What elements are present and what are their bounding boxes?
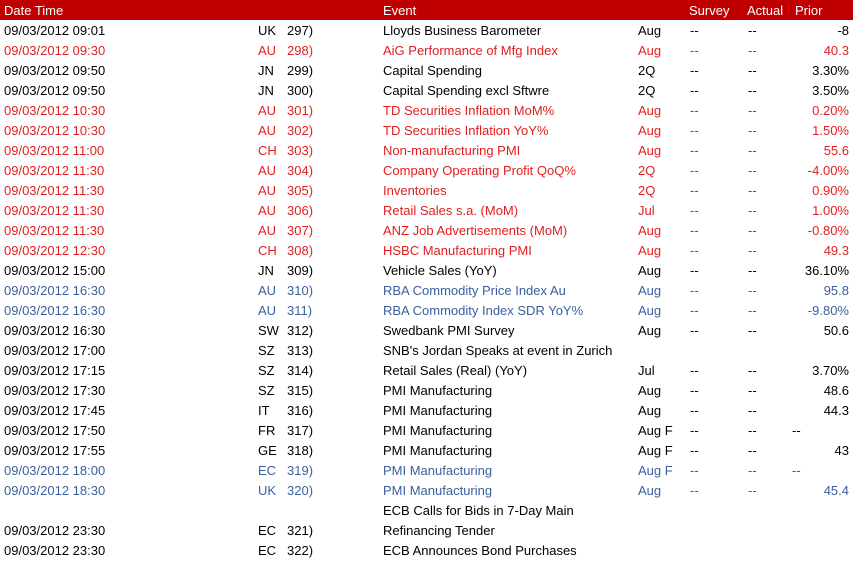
period-cell: Aug xyxy=(638,383,662,398)
actual-cell: -- xyxy=(748,483,757,498)
header-event: Event xyxy=(383,3,417,18)
prior-cell: 1.00% xyxy=(812,203,849,218)
date-time-cell: 09/03/2012 12:30 xyxy=(4,243,106,258)
event-name-cell: PMI Manufacturing xyxy=(383,443,493,458)
survey-cell: -- xyxy=(690,443,699,458)
prior-cell: -- xyxy=(792,423,801,438)
country-cell: AU xyxy=(258,223,277,238)
date-time-cell: 09/03/2012 09:50 xyxy=(4,83,106,98)
country-cell: UK xyxy=(258,23,277,38)
period-cell: 2Q xyxy=(638,83,656,98)
prior-cell: -0.80% xyxy=(807,223,849,238)
date-time-cell: 09/03/2012 17:15 xyxy=(4,363,106,378)
actual-cell: -- xyxy=(748,103,757,118)
prior-cell: 45.4 xyxy=(823,483,849,498)
table-row[interactable] xyxy=(0,300,853,320)
period-cell: Aug F xyxy=(638,463,673,478)
country-cell: EC xyxy=(258,463,277,478)
country-cell: AU xyxy=(258,123,277,138)
date-time-cell: 09/03/2012 16:30 xyxy=(4,323,106,338)
table-row[interactable] xyxy=(0,100,853,120)
table-row[interactable] xyxy=(0,320,853,340)
survey-cell: -- xyxy=(690,163,699,178)
table-row[interactable] xyxy=(0,480,853,500)
ticker-number-cell: 310) xyxy=(287,283,314,298)
survey-cell: -- xyxy=(690,143,699,158)
table-row[interactable] xyxy=(0,20,853,40)
period-cell: 2Q xyxy=(638,63,656,78)
date-time-cell: 09/03/2012 11:00 xyxy=(4,143,105,158)
prior-cell: 3.70% xyxy=(812,363,849,378)
actual-cell: -- xyxy=(748,223,757,238)
actual-cell: -- xyxy=(748,83,757,98)
event-name-cell: Capital Spending excl Sftwre xyxy=(383,83,550,98)
table-row[interactable] xyxy=(0,220,853,240)
date-time-cell: 09/03/2012 11:30 xyxy=(4,163,105,178)
event-name-cell: SNB's Jordan Speaks at event in Zurich xyxy=(383,343,613,358)
actual-cell: -- xyxy=(748,283,757,298)
date-time-cell: 09/03/2012 10:30 xyxy=(4,123,106,138)
actual-cell: -- xyxy=(748,63,757,78)
actual-cell: -- xyxy=(748,403,757,418)
actual-cell: -- xyxy=(748,363,757,378)
country-cell: SZ xyxy=(258,363,275,378)
ticker-number-cell: 299) xyxy=(287,63,314,78)
header-date-time: Date Time xyxy=(4,3,64,18)
date-time-cell: 09/03/2012 23:30 xyxy=(4,523,106,538)
prior-cell: -- xyxy=(792,463,801,478)
prior-cell: 1.50% xyxy=(812,123,849,138)
country-cell: SW xyxy=(258,323,279,338)
prior-cell: 95.8 xyxy=(823,283,849,298)
period-cell: Aug xyxy=(638,303,662,318)
prior-cell: 0.20% xyxy=(812,103,849,118)
event-name-cell: Non-manufacturing PMI xyxy=(383,143,521,158)
period-cell: Aug xyxy=(638,283,662,298)
event-name-cell: TD Securities Inflation YoY% xyxy=(383,123,549,138)
event-name-cell: Lloyds Business Barometer xyxy=(383,23,542,38)
period-cell: 2Q xyxy=(638,163,656,178)
survey-cell: -- xyxy=(690,483,699,498)
period-cell: Aug xyxy=(638,223,662,238)
actual-cell: -- xyxy=(748,203,757,218)
table-header xyxy=(0,0,853,20)
table-row[interactable] xyxy=(0,160,853,180)
table-row[interactable] xyxy=(0,80,853,100)
prior-cell: -4.00% xyxy=(807,163,849,178)
table-row[interactable] xyxy=(0,400,853,420)
prior-cell: -9.80% xyxy=(807,303,849,318)
country-cell: GE xyxy=(258,443,277,458)
date-time-cell: 09/03/2012 17:55 xyxy=(4,443,106,458)
country-cell: EC xyxy=(258,523,277,538)
actual-cell: -- xyxy=(748,143,757,158)
table-row[interactable] xyxy=(0,240,853,260)
period-cell: Jul xyxy=(638,203,655,218)
actual-cell: -- xyxy=(748,123,757,138)
date-time-cell: 09/03/2012 23:30 xyxy=(4,543,106,558)
prior-cell: 0.90% xyxy=(812,183,849,198)
ticker-number-cell: 305) xyxy=(287,183,314,198)
survey-cell: -- xyxy=(690,243,699,258)
event-name-cell: ANZ Job Advertisements (MoM) xyxy=(383,223,568,238)
ticker-number-cell: 300) xyxy=(287,83,314,98)
table-row[interactable] xyxy=(0,540,853,560)
prior-cell: 3.30% xyxy=(812,63,849,78)
period-cell: Jul xyxy=(638,363,655,378)
prior-cell: 48.6 xyxy=(823,383,849,398)
country-cell: SZ xyxy=(258,383,275,398)
period-cell: 2Q xyxy=(638,183,656,198)
date-time-cell: 09/03/2012 15:00 xyxy=(4,263,106,278)
event-name-cell: PMI Manufacturing xyxy=(383,403,493,418)
actual-cell: -- xyxy=(748,303,757,318)
ticker-number-cell: 319) xyxy=(287,463,314,478)
survey-cell: -- xyxy=(690,323,699,338)
date-time-cell: 09/03/2012 17:50 xyxy=(4,423,106,438)
actual-cell: -- xyxy=(748,383,757,398)
prior-cell: 50.6 xyxy=(823,323,849,338)
country-cell: AU xyxy=(258,183,277,198)
ticker-number-cell: 314) xyxy=(287,363,314,378)
country-cell: AU xyxy=(258,43,277,58)
event-name-cell: ECB Announces Bond Purchases xyxy=(383,543,577,558)
period-cell: Aug xyxy=(638,103,662,118)
date-time-cell: 09/03/2012 09:01 xyxy=(4,23,106,38)
survey-cell: -- xyxy=(690,423,699,438)
survey-cell: -- xyxy=(690,123,699,138)
header-survey: Survey xyxy=(689,3,730,18)
table-row[interactable] xyxy=(0,260,853,280)
ticker-number-cell: 302) xyxy=(287,123,314,138)
event-name-cell: TD Securities Inflation MoM% xyxy=(383,103,555,118)
country-cell: JN xyxy=(258,63,274,78)
ticker-number-cell: 304) xyxy=(287,163,314,178)
ticker-number-cell: 306) xyxy=(287,203,314,218)
country-cell: JN xyxy=(258,263,274,278)
event-name-cell: HSBC Manufacturing PMI xyxy=(383,243,532,258)
event-name-cell: PMI Manufacturing xyxy=(383,383,493,398)
ticker-number-cell: 320) xyxy=(287,483,314,498)
header-actual: Actual xyxy=(747,3,784,18)
actual-cell: -- xyxy=(748,43,757,58)
actual-cell: -- xyxy=(748,163,757,178)
event-name-cell: Capital Spending xyxy=(383,63,483,78)
table-row[interactable] xyxy=(0,360,853,380)
period-cell: Aug xyxy=(638,403,662,418)
country-cell: CH xyxy=(258,243,277,258)
survey-cell: -- xyxy=(690,363,699,378)
period-cell: Aug xyxy=(638,483,662,498)
ticker-number-cell: 309) xyxy=(287,263,314,278)
table-row[interactable] xyxy=(0,280,853,300)
date-time-cell: 09/03/2012 11:30 xyxy=(4,203,105,218)
table-row[interactable] xyxy=(0,420,853,440)
table-row[interactable] xyxy=(0,380,853,400)
actual-cell: -- xyxy=(748,443,757,458)
prior-cell: 36.10% xyxy=(804,263,849,278)
actual-cell: -- xyxy=(748,23,757,38)
prior-cell: -8 xyxy=(837,23,849,38)
survey-cell: -- xyxy=(690,103,699,118)
table-row[interactable] xyxy=(0,40,853,60)
date-time-cell: 09/03/2012 09:30 xyxy=(4,43,106,58)
country-cell: UK xyxy=(258,483,277,498)
survey-cell: -- xyxy=(690,183,699,198)
survey-cell: -- xyxy=(690,303,699,318)
date-time-cell: 09/03/2012 18:30 xyxy=(4,483,106,498)
header-prior: Prior xyxy=(795,3,823,18)
table-row[interactable] xyxy=(0,180,853,200)
period-cell: Aug xyxy=(638,43,662,58)
event-name-cell: Vehicle Sales (YoY) xyxy=(383,263,497,278)
survey-cell: -- xyxy=(690,63,699,78)
ticker-number-cell: 297) xyxy=(287,23,314,38)
period-cell: Aug xyxy=(638,323,662,338)
event-name-cell: PMI Manufacturing xyxy=(383,423,493,438)
event-name-cell: Retail Sales (Real) (YoY) xyxy=(383,363,528,378)
country-cell: JN xyxy=(258,83,274,98)
survey-cell: -- xyxy=(690,263,699,278)
prior-cell: 55.6 xyxy=(823,143,849,158)
table-row[interactable] xyxy=(0,200,853,220)
date-time-cell: 09/03/2012 17:45 xyxy=(4,403,106,418)
table-row[interactable] xyxy=(0,340,853,360)
event-name-cell: RBA Commodity Price Index Au xyxy=(383,283,566,298)
date-time-cell: 09/03/2012 16:30 xyxy=(4,303,106,318)
ticker-number-cell: 311) xyxy=(287,303,313,318)
survey-cell: -- xyxy=(690,43,699,58)
ticker-number-cell: 318) xyxy=(287,443,314,458)
country-cell: CH xyxy=(258,143,277,158)
event-name-cell: RBA Commodity Index SDR YoY% xyxy=(383,303,584,318)
table-row[interactable] xyxy=(0,500,853,520)
prior-cell: 49.3 xyxy=(823,243,849,258)
prior-cell: 3.50% xyxy=(812,83,849,98)
event-name-cell: Swedbank PMI Survey xyxy=(383,323,515,338)
event-name-cell: Refinancing Tender xyxy=(383,523,495,538)
prior-cell: 43 xyxy=(834,443,849,458)
event-name-cell: Company Operating Profit QoQ% xyxy=(383,163,576,178)
event-name-cell: PMI Manufacturing xyxy=(383,463,493,478)
period-cell: Aug F xyxy=(638,423,673,438)
table-row[interactable] xyxy=(0,520,853,540)
period-cell: Aug F xyxy=(638,443,673,458)
country-cell: AU xyxy=(258,203,277,218)
actual-cell: -- xyxy=(748,243,757,258)
event-name-cell: ECB Calls for Bids in 7-Day Main xyxy=(383,503,574,518)
table-row[interactable] xyxy=(0,120,853,140)
date-time-cell: 09/03/2012 11:30 xyxy=(4,223,105,238)
actual-cell: -- xyxy=(748,423,757,438)
ticker-number-cell: 303) xyxy=(287,143,314,158)
ticker-number-cell: 308) xyxy=(287,243,314,258)
survey-cell: -- xyxy=(690,23,699,38)
period-cell: Aug xyxy=(638,143,662,158)
actual-cell: -- xyxy=(748,183,757,198)
country-cell: EC xyxy=(258,543,277,558)
country-cell: IT xyxy=(258,403,270,418)
period-cell: Aug xyxy=(638,243,662,258)
date-time-cell: 09/03/2012 18:00 xyxy=(4,463,106,478)
ticker-number-cell: 312) xyxy=(287,323,314,338)
period-cell: Aug xyxy=(638,123,662,138)
country-cell: AU xyxy=(258,303,277,318)
table-row[interactable] xyxy=(0,60,853,80)
date-time-cell: 09/03/2012 09:50 xyxy=(4,63,106,78)
survey-cell: -- xyxy=(690,283,699,298)
ticker-number-cell: 316) xyxy=(287,403,314,418)
date-time-cell: 09/03/2012 10:30 xyxy=(4,103,106,118)
actual-cell: -- xyxy=(748,463,757,478)
country-cell: AU xyxy=(258,283,277,298)
ticker-number-cell: 322) xyxy=(287,543,314,558)
ticker-number-cell: 301) xyxy=(287,103,314,118)
survey-cell: -- xyxy=(690,223,699,238)
prior-cell: 44.3 xyxy=(823,403,849,418)
survey-cell: -- xyxy=(690,403,699,418)
date-time-cell: 09/03/2012 17:30 xyxy=(4,383,106,398)
table-row[interactable] xyxy=(0,460,853,480)
event-name-cell: PMI Manufacturing xyxy=(383,483,493,498)
survey-cell: -- xyxy=(690,383,699,398)
date-time-cell: 09/03/2012 16:30 xyxy=(4,283,106,298)
actual-cell: -- xyxy=(748,323,757,338)
actual-cell: -- xyxy=(748,263,757,278)
event-name-cell: Retail Sales s.a. (MoM) xyxy=(383,203,519,218)
event-name-cell: AiG Performance of Mfg Index xyxy=(383,43,558,58)
survey-cell: -- xyxy=(690,463,699,478)
ticker-number-cell: 307) xyxy=(287,223,314,238)
table-row[interactable] xyxy=(0,440,853,460)
period-cell: Aug xyxy=(638,23,662,38)
survey-cell: -- xyxy=(690,203,699,218)
table-row[interactable] xyxy=(0,140,853,160)
period-cell: Aug xyxy=(638,263,662,278)
ticker-number-cell: 313) xyxy=(287,343,314,358)
ticker-number-cell: 317) xyxy=(287,423,314,438)
date-time-cell: 09/03/2012 17:00 xyxy=(4,343,106,358)
country-cell: AU xyxy=(258,163,277,178)
prior-cell: 40.3 xyxy=(823,43,849,58)
ticker-number-cell: 315) xyxy=(287,383,314,398)
event-name-cell: Inventories xyxy=(383,183,447,198)
date-time-cell: 09/03/2012 11:30 xyxy=(4,183,105,198)
survey-cell: -- xyxy=(690,83,699,98)
country-cell: AU xyxy=(258,103,277,118)
country-cell: SZ xyxy=(258,343,275,358)
ticker-number-cell: 321) xyxy=(287,523,314,538)
country-cell: FR xyxy=(258,423,276,438)
ticker-number-cell: 298) xyxy=(287,43,314,58)
